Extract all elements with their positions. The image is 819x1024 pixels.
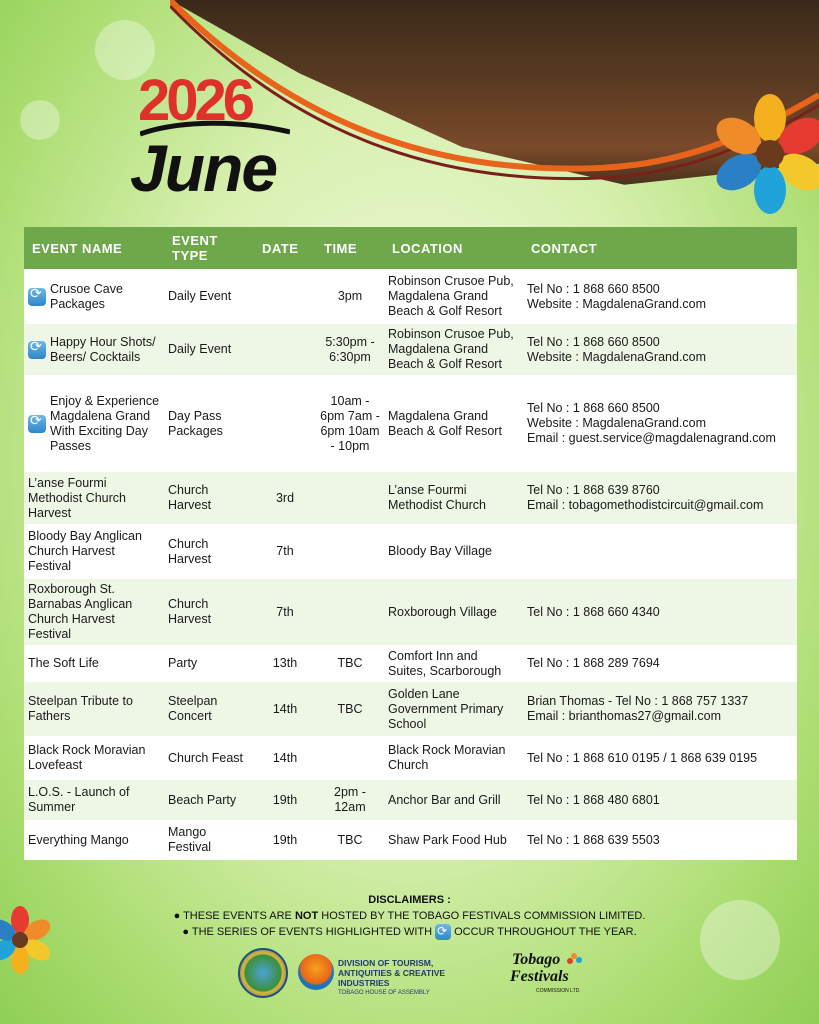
event-time: 2pm - 12am [316, 780, 384, 820]
event-name: Everything Mango [24, 820, 164, 860]
event-date: 19th [254, 780, 316, 820]
event-contact [523, 780, 797, 820]
event-time [316, 736, 384, 780]
disclaimer-text: ● THESE EVENTS ARE [173, 910, 295, 922]
svg-text:Tobago: Tobago [512, 951, 561, 968]
event-name: The Soft Life [24, 645, 164, 682]
logo-text-line: DIVISION OF TOURISM, [338, 958, 434, 968]
event-contact [523, 472, 797, 524]
event-name: L’anse Fourmi Methodist Church Harvest [24, 472, 164, 524]
contact-line: Tel No : 1 868 660 8500 [527, 281, 660, 296]
table-row [24, 736, 797, 780]
event-time: 10am - 6pm 7am - 6pm 10am - 10pm [316, 375, 384, 472]
column-header: CONTACT [523, 227, 797, 269]
event-location: L’anse Fourmi Methodist Church [384, 472, 523, 524]
table-row [24, 780, 797, 820]
table-row [24, 524, 797, 579]
column-header: TIME [316, 227, 384, 269]
event-name: Roxborough St. Barnabas Anglican Church Harvest Festival [24, 579, 164, 645]
contact-line: Website : MagdalenaGrand.com [527, 296, 707, 311]
event-contact [523, 524, 797, 579]
event-date: 14th [254, 682, 316, 736]
event-time [316, 472, 384, 524]
contact-line: Email : guest.service@magdalenagrand.com [527, 431, 776, 445]
event-location: Golden Lane Government Primary School [384, 682, 523, 736]
events-table [24, 227, 797, 860]
contact-line: Website : MagdalenaGrand.com [527, 349, 707, 364]
table-row [24, 820, 797, 860]
event-date: 3rd [254, 472, 316, 524]
disclaimer-line-1 [0, 908, 819, 924]
contact-line: Tel No : 1 868 610 0195 / 1 868 639 0195 [527, 750, 758, 765]
event-time [316, 524, 384, 579]
event-name: Steelpan Tribute to Fathers [24, 682, 164, 736]
disclaimer-text: HOSTED BY THE TOBAGO FESTIVALS COMMISSION LIMITED. [318, 910, 646, 922]
event-date [254, 269, 316, 324]
event-type: Mango Festival [164, 820, 254, 860]
event-location: Anchor Bar and Grill [384, 780, 523, 820]
disclaimers-title: DISCLAIMERS : [368, 894, 451, 906]
svg-text:Festivals: Festivals [510, 968, 569, 985]
event-type: Church Feast [164, 736, 254, 780]
disclaimer-line-2 [0, 924, 819, 940]
event-type: Party [164, 645, 254, 682]
recurring-icon [28, 288, 46, 306]
division-of-tourism-logo-icon [298, 954, 334, 990]
svg-text:COMMISSION LTD.: COMMISSION LTD. [536, 988, 581, 994]
event-location: Bloody Bay Village [384, 524, 523, 579]
contact-line: Website : MagdalenaGrand.com [527, 416, 707, 430]
event-type: Church Harvest [164, 472, 254, 524]
event-date: 14th [254, 736, 316, 780]
contact-line: Tel No : 1 868 639 8760 [527, 483, 660, 497]
event-type: Day Pass Packages [164, 375, 254, 472]
event-name: Happy Hour Shots/ Beers/ Cocktails [50, 334, 156, 364]
table-row [24, 269, 797, 324]
event-type: Beach Party [164, 780, 254, 820]
event-contact [523, 736, 797, 780]
tobago-festivals-logo-icon [508, 948, 588, 996]
contact-line: Email : brianthomas27@gmail.com [527, 709, 722, 723]
table-row [24, 645, 797, 682]
column-header: DATE [254, 227, 316, 269]
event-name: L.O.S. - Launch of Summer [24, 780, 164, 820]
event-name: Enjoy & Experience Magdalena Grand With Exciting Day Passes [50, 393, 160, 453]
event-type: Daily Event [164, 324, 254, 375]
event-contact [523, 324, 797, 375]
contact-line: Brian Thomas - Tel No : 1 868 757 1337 [527, 694, 749, 708]
event-location: Roxborough Village [384, 579, 523, 645]
table-row [24, 579, 797, 645]
month-title: June [130, 131, 277, 205]
table-row [24, 324, 797, 375]
event-date: 13th [254, 645, 316, 682]
logo-text-line: ANTIQUITIES & CREATIVE INDUSTRIES [338, 968, 446, 988]
event-location: Comfort Inn and Suites, Scarborough [384, 645, 523, 682]
division-of-tourism-text [338, 958, 498, 998]
event-location: Robinson Crusoe Pub, Magdalena Grand Beach & Golf Resort [384, 324, 523, 375]
event-time [316, 579, 384, 645]
event-time: TBC [316, 682, 384, 736]
event-date [254, 375, 316, 472]
table-header-row [24, 227, 797, 269]
recurring-icon [28, 341, 46, 359]
contact-line: Tel No : 1 868 660 8500 [527, 334, 660, 349]
table-row [24, 682, 797, 736]
bg-flower-decoration [20, 100, 60, 140]
contact-line: Tel No : 1 868 480 6801 [527, 792, 660, 807]
recurring-icon [435, 924, 451, 940]
event-date: 7th [254, 579, 316, 645]
event-type: Church Harvest [164, 579, 254, 645]
event-location: Magdalena Grand Beach & Golf Resort [384, 375, 523, 472]
flower-logo-icon [700, 88, 819, 218]
contact-line: Email : tobagomethodistcircuit@gmail.com [527, 498, 764, 512]
logo-text-line: TOBAGO HOUSE OF ASSEMBLY [338, 990, 430, 996]
event-location: Robinson Crusoe Pub, Magdalena Grand Beach & Golf Resort [384, 269, 523, 324]
event-contact [523, 375, 797, 472]
recurring-icon [28, 415, 46, 433]
event-type: Church Harvest [164, 524, 254, 579]
sponsor-logos [0, 948, 819, 1000]
table-row [24, 375, 797, 472]
event-contact [523, 682, 797, 736]
contact-line: Tel No : 1 868 639 5503 [527, 832, 660, 847]
event-type: Daily Event [164, 269, 254, 324]
table-row [24, 472, 797, 524]
disclaimer-text: ● THE SERIES OF EVENTS HIGHLIGHTED WITH [182, 926, 433, 938]
tobago-house-of-assembly-seal-icon [238, 948, 288, 998]
contact-line: Tel No : 1 868 289 7694 [527, 656, 660, 670]
disclaimer-text: OCCUR THROUGHOUT THE YEAR. [454, 926, 637, 938]
event-contact [523, 820, 797, 860]
disclaimers [0, 892, 819, 940]
event-time: TBC [316, 820, 384, 860]
column-header: LOCATION [384, 227, 523, 269]
event-contact [523, 645, 797, 682]
contact-line: Tel No : 1 868 660 4340 [527, 604, 660, 619]
contact-line: Tel No : 1 868 660 8500 [527, 401, 660, 415]
event-date [254, 324, 316, 375]
disclaimer-emphasis: NOT [294, 910, 319, 922]
column-header: EVENT TYPE [164, 227, 254, 269]
event-time: 5:30pm - 6:30pm [316, 324, 384, 375]
event-name: Bloody Bay Anglican Church Harvest Festival [24, 524, 164, 579]
event-date: 7th [254, 524, 316, 579]
event-name: Crusoe Cave Packages [50, 281, 123, 311]
event-date: 19th [254, 820, 316, 860]
year-title: 2026 [138, 68, 252, 133]
event-time: 3pm [316, 269, 384, 324]
event-type: Steelpan Concert [164, 682, 254, 736]
event-time: TBC [316, 645, 384, 682]
event-contact [523, 579, 797, 645]
event-name: Black Rock Moravian Lovefeast [24, 736, 164, 780]
column-header: EVENT NAME [24, 227, 164, 269]
event-contact [523, 269, 797, 324]
event-location: Black Rock Moravian Church [384, 736, 523, 780]
event-location: Shaw Park Food Hub [384, 820, 523, 860]
